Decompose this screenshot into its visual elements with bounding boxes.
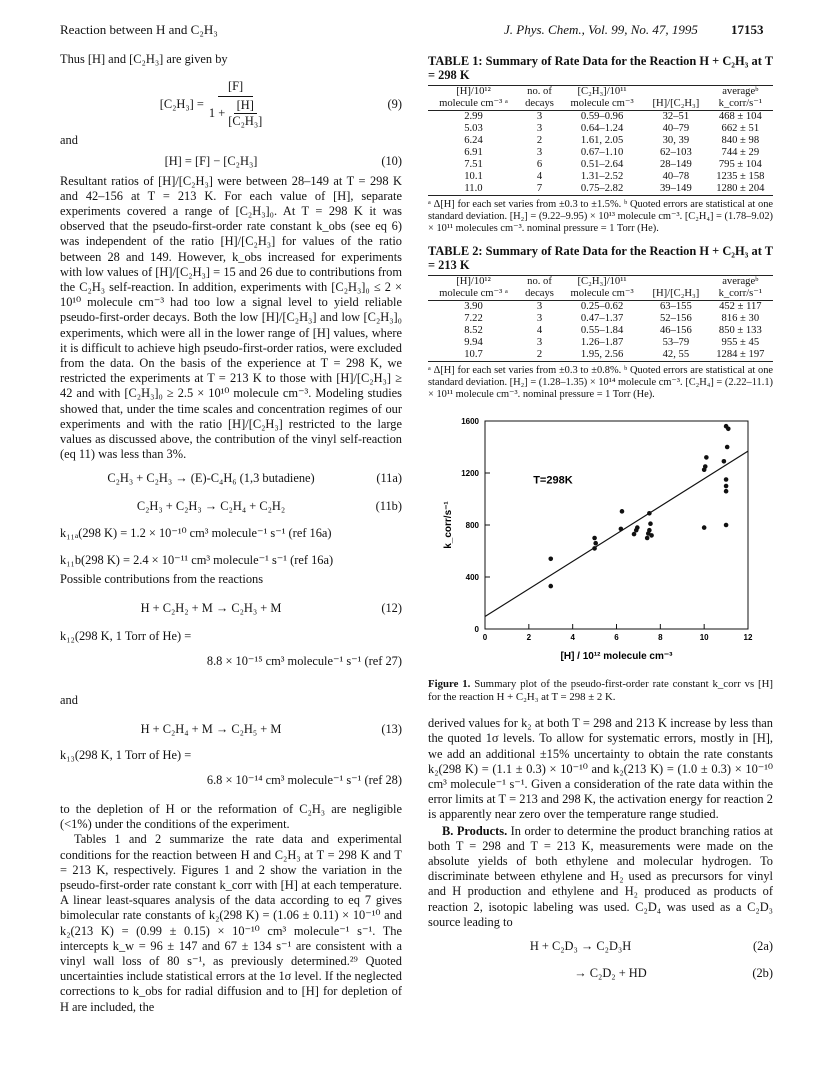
data-point bbox=[647, 511, 652, 516]
x-tick-label: 6 bbox=[614, 633, 619, 643]
k12-line-a: k₁₂(298 K, 1 Torr of He) = bbox=[60, 628, 192, 643]
table-cell: 39–149 bbox=[644, 183, 708, 196]
table-cell: 0.47–1.37 bbox=[580, 312, 624, 324]
and-text-2: and bbox=[60, 693, 78, 708]
table-cell: 0.75–2.82 bbox=[560, 183, 644, 196]
x-tick-label: 10 bbox=[699, 633, 709, 643]
data-point bbox=[647, 528, 652, 533]
table-cell: 0.55–1.84 bbox=[580, 324, 624, 336]
data-point bbox=[593, 541, 598, 546]
equation-11b bbox=[60, 499, 402, 514]
column-header bbox=[644, 275, 708, 288]
table-cell: 11.0 bbox=[428, 183, 519, 196]
data-point bbox=[645, 536, 650, 541]
table-cell: 40–78 bbox=[662, 171, 690, 182]
k13-line-a: k₁₃(298 K, 1 Torr of He) = bbox=[60, 747, 192, 762]
equation-2b bbox=[428, 966, 773, 981]
k11a-line: k₁₁ₐ(298 K) = 1.2 × 10⁻¹⁰ cm³ molecule⁻¹ s⁻¹ (ref 16a) bbox=[60, 525, 332, 540]
table-cell: 6 bbox=[536, 159, 543, 170]
table-cell: 3 bbox=[536, 336, 543, 348]
data-point bbox=[619, 527, 624, 532]
data-point bbox=[548, 557, 553, 562]
running-title: Reaction between H and C₂H₃ bbox=[60, 22, 218, 37]
table-cell: 52–156 bbox=[659, 312, 692, 324]
column-header-unit: [H]/[C₂H₃] bbox=[644, 98, 708, 111]
table-cell: 63–155 bbox=[659, 300, 692, 312]
table-row bbox=[428, 313, 773, 325]
x-tick-label: 2 bbox=[526, 633, 532, 643]
table-cell: 28–149 bbox=[659, 159, 692, 170]
eq10-body: [H] = [F] − [C₂H₃] bbox=[164, 154, 258, 169]
equation-13 bbox=[60, 722, 402, 737]
data-point bbox=[702, 526, 707, 531]
data-point bbox=[704, 455, 709, 460]
table-cell: 6.24 bbox=[464, 135, 483, 146]
table1-footnote: ᵃ Δ[H] for each set varies from ±0.3 to ±1.5%. ᵇ Quoted errors are statistical at one standard deviation. [H₂] = (9.22–9.95) × 10¹³ molecule cm⁻³. [C₂H₄] = (1.78–9.02) × 10¹¹ molecules cm⁻³. nominal pressure = 1 Torr (He). bbox=[428, 199, 773, 235]
eq9-fraction bbox=[209, 79, 262, 129]
table-cell: 8.52 bbox=[464, 324, 483, 336]
table-cell: 795 ± 104 bbox=[718, 159, 762, 170]
table-cell: 7 bbox=[519, 183, 560, 196]
table-cell: 0.64–1.24 bbox=[580, 123, 624, 134]
column-header: no. of bbox=[519, 275, 560, 288]
table-row bbox=[428, 325, 773, 337]
eq9-number: (9) bbox=[387, 96, 402, 111]
equation-9 bbox=[60, 75, 402, 133]
eq12-number: (12) bbox=[381, 601, 402, 616]
y-tick-label: 1600 bbox=[461, 417, 479, 427]
y-tick-label: 800 bbox=[465, 521, 479, 531]
table-cell: 850 ± 133 bbox=[718, 324, 762, 336]
x-tick-label: 0 bbox=[482, 633, 488, 643]
journal-citation: J. Phys. Chem., Vol. 99, No. 47, 1995 bbox=[504, 22, 698, 37]
table-row bbox=[428, 159, 773, 171]
table-cell: 7.22 bbox=[464, 312, 483, 324]
table-cell: 2 bbox=[519, 349, 560, 362]
table-cell: 744 ± 29 bbox=[721, 147, 760, 158]
table1-caption: TABLE 1: Summary of Rate Data for the Reaction H + C₂H₃ at T = 298 K bbox=[428, 54, 773, 82]
table-cell: 4 bbox=[536, 324, 543, 336]
table-cell: 1280 ± 204 bbox=[708, 183, 773, 196]
data-point bbox=[592, 546, 597, 551]
table-cell: 1.61, 2.05 bbox=[580, 135, 624, 146]
table-cell: 1284 ± 197 bbox=[708, 349, 773, 362]
section-b-title: B. Products. bbox=[442, 823, 508, 838]
figure1-caption-text: Summary plot of the pseudo-first-order rate constant k_corr vs [H] for the reaction H + C₂H₃ at T = 298 ± 2 K. bbox=[428, 678, 774, 704]
data-point bbox=[722, 459, 727, 464]
data-point bbox=[724, 523, 729, 528]
table-cell: 3.90 bbox=[464, 300, 483, 312]
table-cell: 955 ± 45 bbox=[721, 336, 760, 348]
eq11b-body: C₂H₃ + C₂H₃ → C₂H₄ + C₂H₂ bbox=[136, 498, 286, 513]
column-header-unit: k_corr/s⁻¹ bbox=[708, 288, 773, 301]
table-cell: 62–103 bbox=[659, 147, 692, 158]
table-cell: 0.51–2.64 bbox=[580, 159, 624, 170]
table-cell: 0.67–1.10 bbox=[580, 147, 624, 158]
eq2a-body: H + C₂D₃ → C₂D₃H bbox=[529, 939, 632, 954]
column-header-unit: molecule cm⁻³ ᵃ bbox=[428, 288, 519, 301]
table-cell: 2 bbox=[536, 135, 543, 146]
y-axis-label: k_corr/s⁻¹ bbox=[443, 501, 454, 549]
column-header-unit: molecule cm⁻³ bbox=[560, 98, 644, 111]
table-row bbox=[428, 135, 773, 147]
left-column bbox=[60, 52, 402, 1015]
section-b-text: In order to determine the product branching ratios at both T = 298 and T = 213 K, measurements were made on the absolute yields of both ethylene and molecular hydrogen. To discriminate between ethylene and H₂ used as precursors for vinyl and H production and ethylene and H₂ produced as products of reaction 2, isotopic labeling was used. C₂D₄ was used as a C₂D₃ source leading to bbox=[428, 823, 773, 929]
paragraph-depletion: to the depletion of H or the reformation of C₂H₃ are negligible (<1%) under the conditions of the experiment. bbox=[60, 801, 402, 832]
table-cell: 32–51 bbox=[662, 111, 690, 122]
column-header bbox=[644, 86, 708, 99]
x-tick-label: 4 bbox=[570, 633, 575, 643]
intro-text: Thus [H] and [C₂H₃] are given by bbox=[60, 52, 228, 66]
column-header: [H]/10¹² bbox=[428, 86, 519, 99]
data-point bbox=[635, 526, 640, 531]
table-cell: 468 ± 104 bbox=[718, 111, 762, 122]
table-cell: 40–79 bbox=[662, 123, 690, 134]
eq11a-body: C₂H₃ + C₂H₃ → (E)-C₄H₆ (1,3 butadiene) bbox=[107, 471, 315, 486]
table-cell: 7.51 bbox=[464, 159, 483, 170]
eq2b-body: → C₂D₂ + HD bbox=[574, 966, 647, 981]
eq9-den-denominator: [C₂H₃] bbox=[228, 113, 263, 128]
data-point bbox=[725, 445, 730, 450]
possible-text: Possible contributions from the reactions bbox=[60, 572, 264, 587]
equation-2a bbox=[428, 939, 773, 954]
equation-11a bbox=[60, 471, 402, 486]
equation-12 bbox=[60, 601, 402, 616]
column-header: [H]/10¹² bbox=[428, 275, 519, 288]
paragraph-derived: derived values for k₂ at both T = 298 and 213 K increase by less than the quoted 1σ levels. To allow for systematic errors, mostly in [H], we add an additional ±15% uncertainty to obtain the rate constants k₂(298 K) = (1.1 ± 0.3) × 10⁻¹⁰ and k₂(213 K) = (1.0 ± 0.3) × 10⁻¹⁰ cm³ molecule⁻¹ s⁻¹. Given a consideration of the rate data within the error limits at T = 213 and 298 K, the activation energy for reaction 2 is apparently near zero over the temperature range studied. bbox=[428, 716, 773, 822]
x-tick-label: 12 bbox=[743, 633, 753, 643]
table-row bbox=[428, 171, 773, 183]
k11b-line: k₁₁b(298 K) = 2.4 × 10⁻¹¹ cm³ molecule⁻¹ s⁻¹ (ref 16a) bbox=[60, 553, 334, 568]
table-cell: 10.1 bbox=[464, 171, 483, 182]
column-header: no. of bbox=[519, 86, 560, 99]
data-point bbox=[724, 489, 729, 494]
table-cell: 3 bbox=[536, 123, 543, 134]
table-row bbox=[428, 147, 773, 159]
y-tick-label: 1200 bbox=[461, 469, 479, 479]
table-cell: 1.31–2.52 bbox=[580, 171, 624, 182]
column-header: averageᵇ bbox=[708, 275, 773, 288]
table-cell: 6.91 bbox=[464, 147, 483, 158]
table-cell: 1.95, 2.56 bbox=[560, 349, 644, 362]
table2-caption: TABLE 2: Summary of Rate Data for the Reaction H + C₂H₃ at T = 213 K bbox=[428, 243, 773, 272]
table-cell: 30, 39 bbox=[662, 135, 690, 146]
data-point bbox=[648, 522, 653, 527]
eq12-body: H + C₂H₂ + M → C₂H₃ + M bbox=[140, 601, 282, 616]
column-header: [C₂H₃]/10¹¹ bbox=[560, 86, 644, 99]
data-point bbox=[632, 532, 637, 537]
table-cell: 3 bbox=[536, 111, 543, 122]
table-cell: 816 ± 30 bbox=[721, 312, 760, 324]
eq9-den-pre: 1 + bbox=[208, 105, 226, 120]
x-tick-label: 8 bbox=[658, 633, 663, 643]
paragraph-ratios: Resultant ratios of [H]/[C₂H₃] were between 28–149 at T = 298 K and 42–156 at T = 213 K. For each value of [H], separate experiments covered a range of [C₂H₃]₀. At T = 298 K it was observed that the pseudo-first-order rate constant k_obs (see eq 6) was independent of the ratio [H]/[C₂H₃] for values of the ratio between 28 and 149. However, k_obs increased for experiments with low values of [H]/[C₂H₃] = 15 and 26 due to contributions from the C₂H₃ self-reaction. In addition, experiments with [C₂H₃]₀ ≤ 2 × 10¹⁰ molecule cm⁻³ had too low a signal level to yield reliable pseudo-first-order decays. Both the low [H]/[C₂H₃] and low [C₂H₃]₀ experiments, which were all in the lower range of [H] values, where it is difficult to achieve high pseudo-first-order ratios, were excluded from the data. On the basis of the experience at T = 298 K, we restricted the experiments at T = 213 K to those with [H]/[C₂H₃] ≥ 42 and with [C₂H₃]₀ ≥ 2.5 × 10¹⁰ molecule cm⁻³. Modeling studies showed that, under the time scales and concentration regimes of our experiments and with the ratio [H]/[C₂H₃] restricted to the large values as discussed above, the contribution of the vinyl self-reaction (eq 11) was less than 3%. bbox=[60, 173, 402, 462]
section-b-paragraph bbox=[428, 824, 773, 930]
figure1-chart bbox=[428, 409, 773, 674]
table-cell: 4 bbox=[536, 171, 543, 182]
eq2b-number: (2b) bbox=[752, 966, 773, 981]
table-cell: 840 ± 98 bbox=[721, 135, 760, 146]
table-2 bbox=[428, 275, 773, 362]
column-header: averageᵇ bbox=[708, 86, 773, 99]
and-text: and bbox=[60, 133, 78, 148]
table-cell: 452 ± 117 bbox=[719, 300, 762, 312]
k12-line-b: 8.8 × 10⁻¹⁵ cm³ molecule⁻¹ s⁻¹ (ref 27) bbox=[206, 653, 402, 668]
page-number: 17153 bbox=[731, 22, 764, 37]
column-header-unit: molecule cm⁻³ ᵃ bbox=[428, 98, 519, 111]
data-point bbox=[703, 464, 708, 469]
data-point bbox=[592, 536, 597, 541]
table-1 bbox=[428, 85, 773, 196]
table-cell: 1235 ± 158 bbox=[716, 171, 765, 182]
column-header-unit: molecule cm⁻³ bbox=[560, 288, 644, 301]
column-header-unit: [H]/[C₂H₃] bbox=[644, 288, 708, 301]
fit-line bbox=[485, 451, 748, 616]
eq13-number: (13) bbox=[381, 722, 402, 737]
right-column bbox=[428, 52, 773, 981]
equation-10 bbox=[60, 154, 402, 169]
table-row bbox=[428, 349, 773, 362]
column-header-unit: decays bbox=[519, 98, 560, 111]
figure1-label: Figure 1. bbox=[428, 678, 471, 691]
paragraph-tables: Tables 1 and 2 summarize the rate data and experimental conditions for the reaction between H and C₂H₃ at T = 298 K and T = 213 K, respectively. Figures 1 and 2 show the variation in the pseudo-first-order rate constant k_corr with [H] at each temperature. A linear least-squares analysis of the data according to eq 7 gives bimolecular rate constants of k₂(298 K) = (1.06 ± 0.11) × 10⁻¹⁰ and k₂(213 K) = (0.99 ± 0.15) × 10⁻¹⁰ cm³ molecule⁻¹ s⁻¹. The intercepts k_w = 96 ± 147 and 67 ± 134 s⁻¹ are consistent with a vinyl wall loss of 80 s⁻¹, as previously determined.²⁹ Quoted uncertainties include statistical errors at the 1σ level. If the neglected corrections to k_obs for radial diffusion and to [H] for depletion of H are included, the bbox=[60, 832, 402, 1014]
y-tick-label: 400 bbox=[465, 573, 479, 583]
eq13-body: H + C₂H₄ + M → C₂H₅ + M bbox=[140, 722, 282, 737]
k13-line-b: 6.8 × 10⁻¹⁴ cm³ molecule⁻¹ s⁻¹ (ref 28) bbox=[206, 772, 402, 787]
table-cell: 3 bbox=[536, 300, 543, 312]
data-point bbox=[649, 533, 654, 538]
data-point bbox=[724, 484, 729, 489]
table-cell: 0.25–0.62 bbox=[580, 300, 624, 312]
table-cell: 3 bbox=[536, 147, 543, 158]
figure1-caption bbox=[428, 678, 773, 704]
table-cell: 3 bbox=[536, 312, 543, 324]
table-row bbox=[428, 183, 773, 196]
table-row bbox=[428, 111, 773, 124]
table2-footnote: ᵃ Δ[H] for each set varies from ±0.3 to ±0.8%. ᵇ Quoted errors are statistical at one standard deviation. [H₂] = (1.28–1.35) × 10¹⁴ molecule cm⁻³. [C₂H₄] = (2.22–11.1) × 10¹¹ molecule cm⁻³. nominal pressure = 1 Torr (He). bbox=[428, 364, 773, 401]
table-cell: 662 ± 51 bbox=[721, 123, 760, 134]
x-axis-label: [H] / 10¹² molecule cm⁻³ bbox=[560, 651, 673, 663]
data-point bbox=[548, 584, 553, 589]
table-cell: 1.26–1.87 bbox=[580, 336, 624, 348]
table-row bbox=[428, 123, 773, 135]
table-cell: 5.03 bbox=[464, 123, 483, 134]
table-cell: 46–156 bbox=[659, 324, 692, 336]
table-cell: 9.94 bbox=[464, 336, 483, 348]
eq9-numerator: [F] bbox=[218, 79, 253, 96]
table-row bbox=[428, 337, 773, 349]
plot-frame bbox=[485, 421, 748, 629]
data-point bbox=[724, 424, 729, 429]
table-cell: 10.7 bbox=[428, 349, 519, 362]
chart-annotation: T=298K bbox=[533, 474, 573, 487]
eq9-den-numerator: [H] bbox=[234, 98, 257, 114]
table-cell: 0.59–0.96 bbox=[580, 111, 624, 122]
data-point bbox=[724, 477, 729, 482]
y-tick-label: 0 bbox=[474, 625, 479, 635]
eq11b-number: (11b) bbox=[375, 498, 402, 513]
eq11a-number: (11a) bbox=[376, 471, 402, 486]
column-header-unit: decays bbox=[519, 288, 560, 301]
data-point bbox=[620, 509, 625, 514]
column-header: [C₂H₃]/10¹¹ bbox=[560, 275, 644, 288]
table-cell: 2.99 bbox=[464, 111, 483, 122]
eq2a-number: (2a) bbox=[753, 939, 773, 954]
eq10-number: (10) bbox=[381, 154, 402, 169]
column-header-unit: k_corr/s⁻¹ bbox=[708, 98, 773, 111]
table-cell: 42, 55 bbox=[644, 349, 708, 362]
table-cell: 53–79 bbox=[662, 336, 690, 348]
eq9-lhs: [C₂H₃] = bbox=[159, 96, 204, 111]
table-row bbox=[428, 300, 773, 313]
